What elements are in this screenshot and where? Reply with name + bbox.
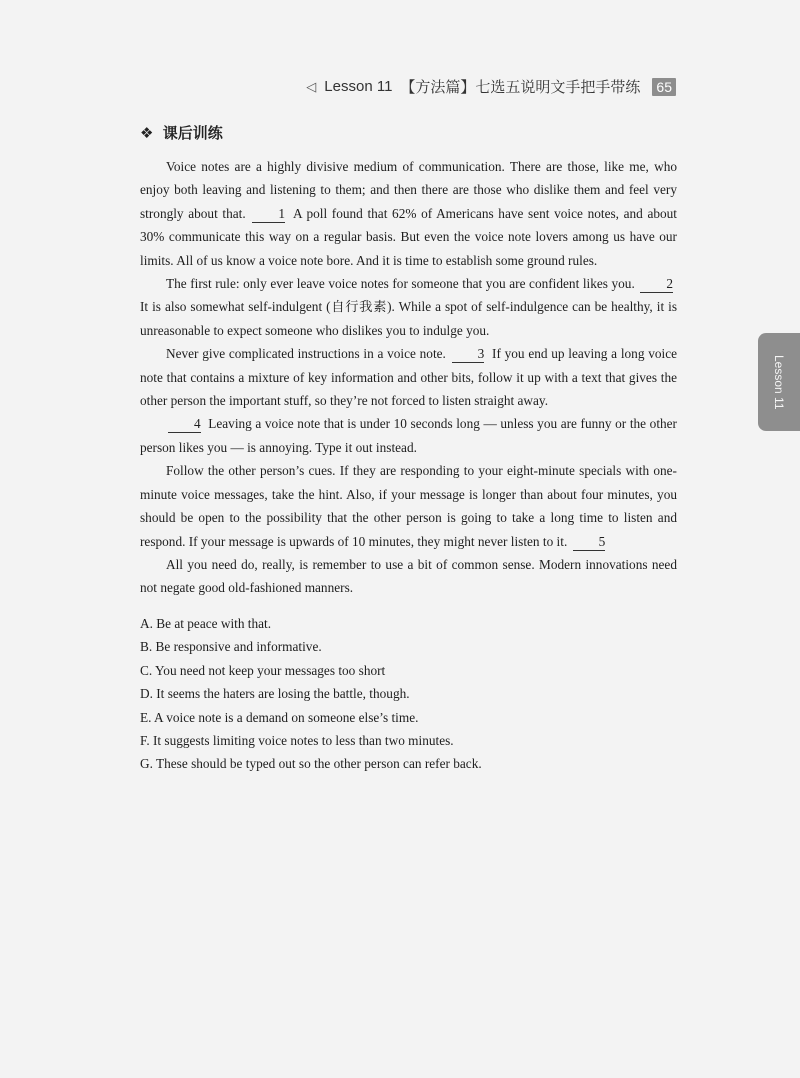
paragraph-5 (140, 459, 677, 553)
paragraph-6 (140, 553, 677, 600)
page-number: 65 (652, 78, 676, 96)
paragraph-text: Never give complicated instructions in a voice note. (166, 346, 446, 362)
option-a: A. Be at peace with that. (140, 616, 272, 631)
paragraph-text: Voice notes are a highly divisive medium of communication. There are those, like me, who enjoy both leaving and listening to them; and then there are those who dislike them and feel very strongly about that. (140, 159, 677, 221)
section-title-text: 课后训练 (162, 124, 223, 142)
section-title (140, 122, 223, 143)
header-lesson: Lesson 11 (324, 78, 393, 95)
side-tab-label: Lesson 11 (772, 354, 786, 410)
paragraph-text: Follow the other person’s cues. If they are responding to your eight-minute specials with one-minute voice messages, take the hint. Also, if your message is longer than about four minutes, you should be open to the possibility that the other person is going to take a long time to listen and respond. If your message is upwards of 10 minutes, they might never listen to it. (140, 463, 677, 549)
option-g: G. These should be typed out so the other person can refer back. (140, 756, 482, 772)
option-e: E. A voice note is a demand on someone else’s time. (140, 709, 419, 725)
option-b: B. Be responsive and informative. (140, 639, 322, 655)
blank-1: 1 (252, 206, 285, 223)
left-triangle-icon: ◁ (306, 78, 317, 94)
option-d: D. It seems the haters are losing the battle, though. (140, 686, 410, 702)
paragraph-1 (140, 155, 677, 272)
paragraph-text: The first rule: only ever leave voice notes for someone that you are confident likes you. (166, 276, 635, 292)
blank-2: 2 (640, 276, 673, 293)
blank-4: 4 (168, 416, 201, 433)
passage (140, 155, 677, 600)
blank-3: 3 (452, 346, 485, 363)
paragraph-text: It is also somewhat self-indulgent (自行我素). While a spot of self-indulgence can be healthy, it is unreasonable to expect someone who dislikes you to indulge you. (140, 299, 677, 338)
header-title: 【方法篇】七选五说明文手把手带练 (400, 79, 641, 96)
paragraph-4 (140, 412, 677, 459)
paragraph-text: If you end up leaving a long voice note that contains a mixture of key information and other bits, follow it up with a text that gives the other person the important stuff, so they’re not forced to listen straight away. (140, 346, 678, 409)
option-c: C. You need not keep your messages too short (140, 662, 386, 678)
page-header (306, 76, 676, 97)
diamond-icon: ❖ (140, 124, 154, 142)
side-tab (758, 333, 800, 431)
paragraph-text: A poll found that 62% of Americans have sent voice notes, and about 30% communicate this way on a regular basis. But even the voice note lovers among us have our limits. All of us know a voice note bore. And it is time to establish some ground rules. (140, 205, 678, 268)
paragraph-2 (140, 272, 677, 342)
paragraph-text: Leaving a voice note that is under 10 seconds long — unless you are funny or the other person likes you — is annoying. Type it out instead. (140, 416, 677, 455)
paragraph-text: All you need do, really, is remember to use a bit of common sense. Modern innovations need not negate good old-fashioned manners. (140, 556, 677, 596)
options-list (140, 612, 680, 776)
blank-5: 5 (573, 534, 606, 551)
paragraph-3 (140, 342, 677, 412)
option-f: F. It suggests limiting voice notes to less than two minutes. (140, 733, 454, 749)
